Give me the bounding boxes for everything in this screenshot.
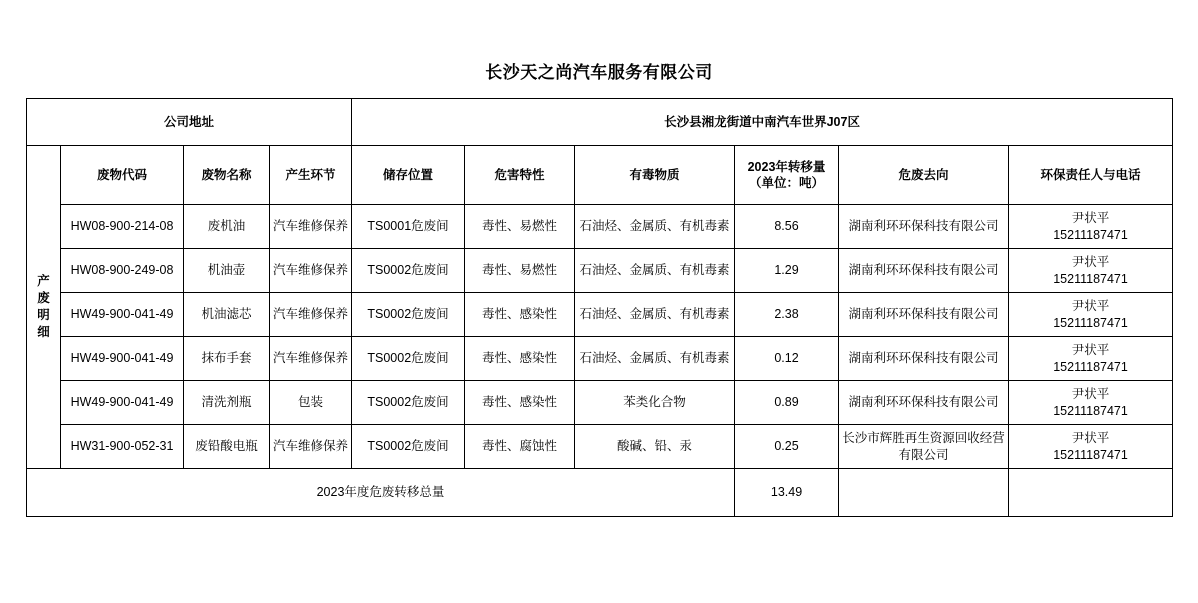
- cell-storage: TS0001危废间: [352, 205, 465, 249]
- contact-phone: 15211187471: [1053, 447, 1128, 462]
- column-header-contact: 环保责任人与电话: [1009, 146, 1173, 205]
- cell-stage: 汽车维修保养: [270, 293, 352, 337]
- cell-contact: [1009, 249, 1173, 293]
- cell-code: HW08-900-214-08: [61, 205, 184, 249]
- cell-storage: TS0002危废间: [352, 293, 465, 337]
- cell-storage: TS0002危废间: [352, 381, 465, 425]
- column-header-destination: 危废去向: [839, 146, 1009, 205]
- address-value: 长沙县湘龙街道中南汽车世界J07区: [352, 99, 1173, 146]
- contact-phone: 15211187471: [1053, 227, 1128, 242]
- total-label: 2023年度危废转移总量: [27, 469, 735, 517]
- cell-stage: 汽车维修保养: [270, 205, 352, 249]
- contact-phone: 15211187471: [1053, 271, 1128, 286]
- cell-destination: 湖南利环环保科技有限公司: [839, 293, 1009, 337]
- cell-name: 抹布手套: [184, 337, 270, 381]
- cell-storage: TS0002危废间: [352, 425, 465, 469]
- cell-name: 机油壶: [184, 249, 270, 293]
- contact-name: 尹状平: [1071, 386, 1110, 401]
- hazardous-waste-table: [26, 98, 1173, 517]
- cell-amount: 2.38: [735, 293, 839, 337]
- cell-code: HW49-900-041-49: [61, 293, 184, 337]
- cell-amount: 0.25: [735, 425, 839, 469]
- cell-name: 废机油: [184, 205, 270, 249]
- cell-amount: 0.89: [735, 381, 839, 425]
- total-value: 13.49: [735, 469, 839, 517]
- cell-toxic: 石油烃、金属质、有机毒素: [575, 337, 735, 381]
- column-header-stage: 产生环节: [270, 146, 352, 205]
- address-row: [27, 99, 1173, 146]
- contact-phone: 15211187471: [1053, 315, 1128, 330]
- cell-storage: TS0002危废间: [352, 249, 465, 293]
- table-row: [27, 249, 1173, 293]
- column-header-storage: 储存位置: [352, 146, 465, 205]
- total-row: [27, 469, 1173, 517]
- cell-toxic: 石油烃、金属质、有机毒素: [575, 205, 735, 249]
- total-blank-destination: [839, 469, 1009, 517]
- contact-name: 尹状平: [1071, 210, 1110, 225]
- section-label-char-1: 产: [37, 274, 50, 289]
- table-row: [27, 293, 1173, 337]
- cell-hazard: 毒性、感染性: [465, 293, 575, 337]
- table-row: [27, 337, 1173, 381]
- column-header-hazard: 危害特性: [465, 146, 575, 205]
- cell-toxic: 酸碱、铅、汞: [575, 425, 735, 469]
- cell-stage: 汽车维修保养: [270, 337, 352, 381]
- cell-hazard: 毒性、感染性: [465, 337, 575, 381]
- cell-code: HW08-900-249-08: [61, 249, 184, 293]
- section-label-vertical: [27, 146, 61, 469]
- cell-destination: 长沙市辉胜再生资源回收经营有限公司: [839, 425, 1009, 469]
- total-blank-contact: [1009, 469, 1173, 517]
- cell-toxic: 苯类化合物: [575, 381, 735, 425]
- section-label-char-3: 明: [37, 308, 50, 322]
- column-header-row: [27, 146, 1173, 205]
- cell-contact: [1009, 381, 1173, 425]
- contact-name: 尹状平: [1071, 254, 1110, 269]
- cell-amount: 8.56: [735, 205, 839, 249]
- cell-name: 废铅酸电瓶: [184, 425, 270, 469]
- column-header-name: 废物名称: [184, 146, 270, 205]
- contact-name: 尹状平: [1071, 430, 1110, 445]
- cell-destination: 湖南利环环保科技有限公司: [839, 337, 1009, 381]
- table-row: [27, 205, 1173, 249]
- cell-stage: 汽车维修保养: [270, 249, 352, 293]
- cell-code: HW49-900-041-49: [61, 337, 184, 381]
- cell-contact: [1009, 337, 1173, 381]
- cell-amount: 1.29: [735, 249, 839, 293]
- table-row: [27, 381, 1173, 425]
- cell-storage: TS0002危废间: [352, 337, 465, 381]
- contact-phone: 15211187471: [1053, 403, 1128, 418]
- cell-name: 清洗剂瓶: [184, 381, 270, 425]
- address-label: 公司地址: [27, 99, 352, 146]
- table-row: [27, 425, 1173, 469]
- section-label-char-4: 细: [37, 324, 50, 339]
- cell-code: HW49-900-041-49: [61, 381, 184, 425]
- cell-stage: 汽车维修保养: [270, 425, 352, 469]
- cell-hazard: 毒性、易燃性: [465, 205, 575, 249]
- column-header-amount-line1: 2023年转移量: [747, 159, 826, 174]
- cell-destination: 湖南利环环保科技有限公司: [839, 249, 1009, 293]
- cell-hazard: 毒性、易燃性: [465, 249, 575, 293]
- cell-toxic: 石油烃、金属质、有机毒素: [575, 249, 735, 293]
- contact-name: 尹状平: [1071, 342, 1110, 357]
- cell-contact: [1009, 205, 1173, 249]
- cell-hazard: 毒性、腐蚀性: [465, 425, 575, 469]
- column-header-toxic: 有毒物质: [575, 146, 735, 205]
- section-label-char-2: 废: [37, 291, 50, 306]
- column-header-amount: [735, 146, 839, 205]
- cell-code: HW31-900-052-31: [61, 425, 184, 469]
- cell-destination: 湖南利环环保科技有限公司: [839, 205, 1009, 249]
- column-header-amount-line2: （单位：吨）: [749, 176, 825, 190]
- cell-name: 机油滤芯: [184, 293, 270, 337]
- column-header-code: 废物代码: [61, 146, 184, 205]
- cell-hazard: 毒性、感染性: [465, 381, 575, 425]
- contact-phone: 15211187471: [1053, 359, 1128, 374]
- contact-name: 尹状平: [1071, 298, 1110, 313]
- cell-contact: [1009, 293, 1173, 337]
- page-title: 长沙天之尚汽车服务有限公司: [485, 63, 713, 82]
- cell-contact: [1009, 425, 1173, 469]
- cell-amount: 0.12: [735, 337, 839, 381]
- cell-destination: 湖南利环环保科技有限公司: [839, 381, 1009, 425]
- cell-toxic: 石油烃、金属质、有机毒素: [575, 293, 735, 337]
- cell-stage: 包装: [270, 381, 352, 425]
